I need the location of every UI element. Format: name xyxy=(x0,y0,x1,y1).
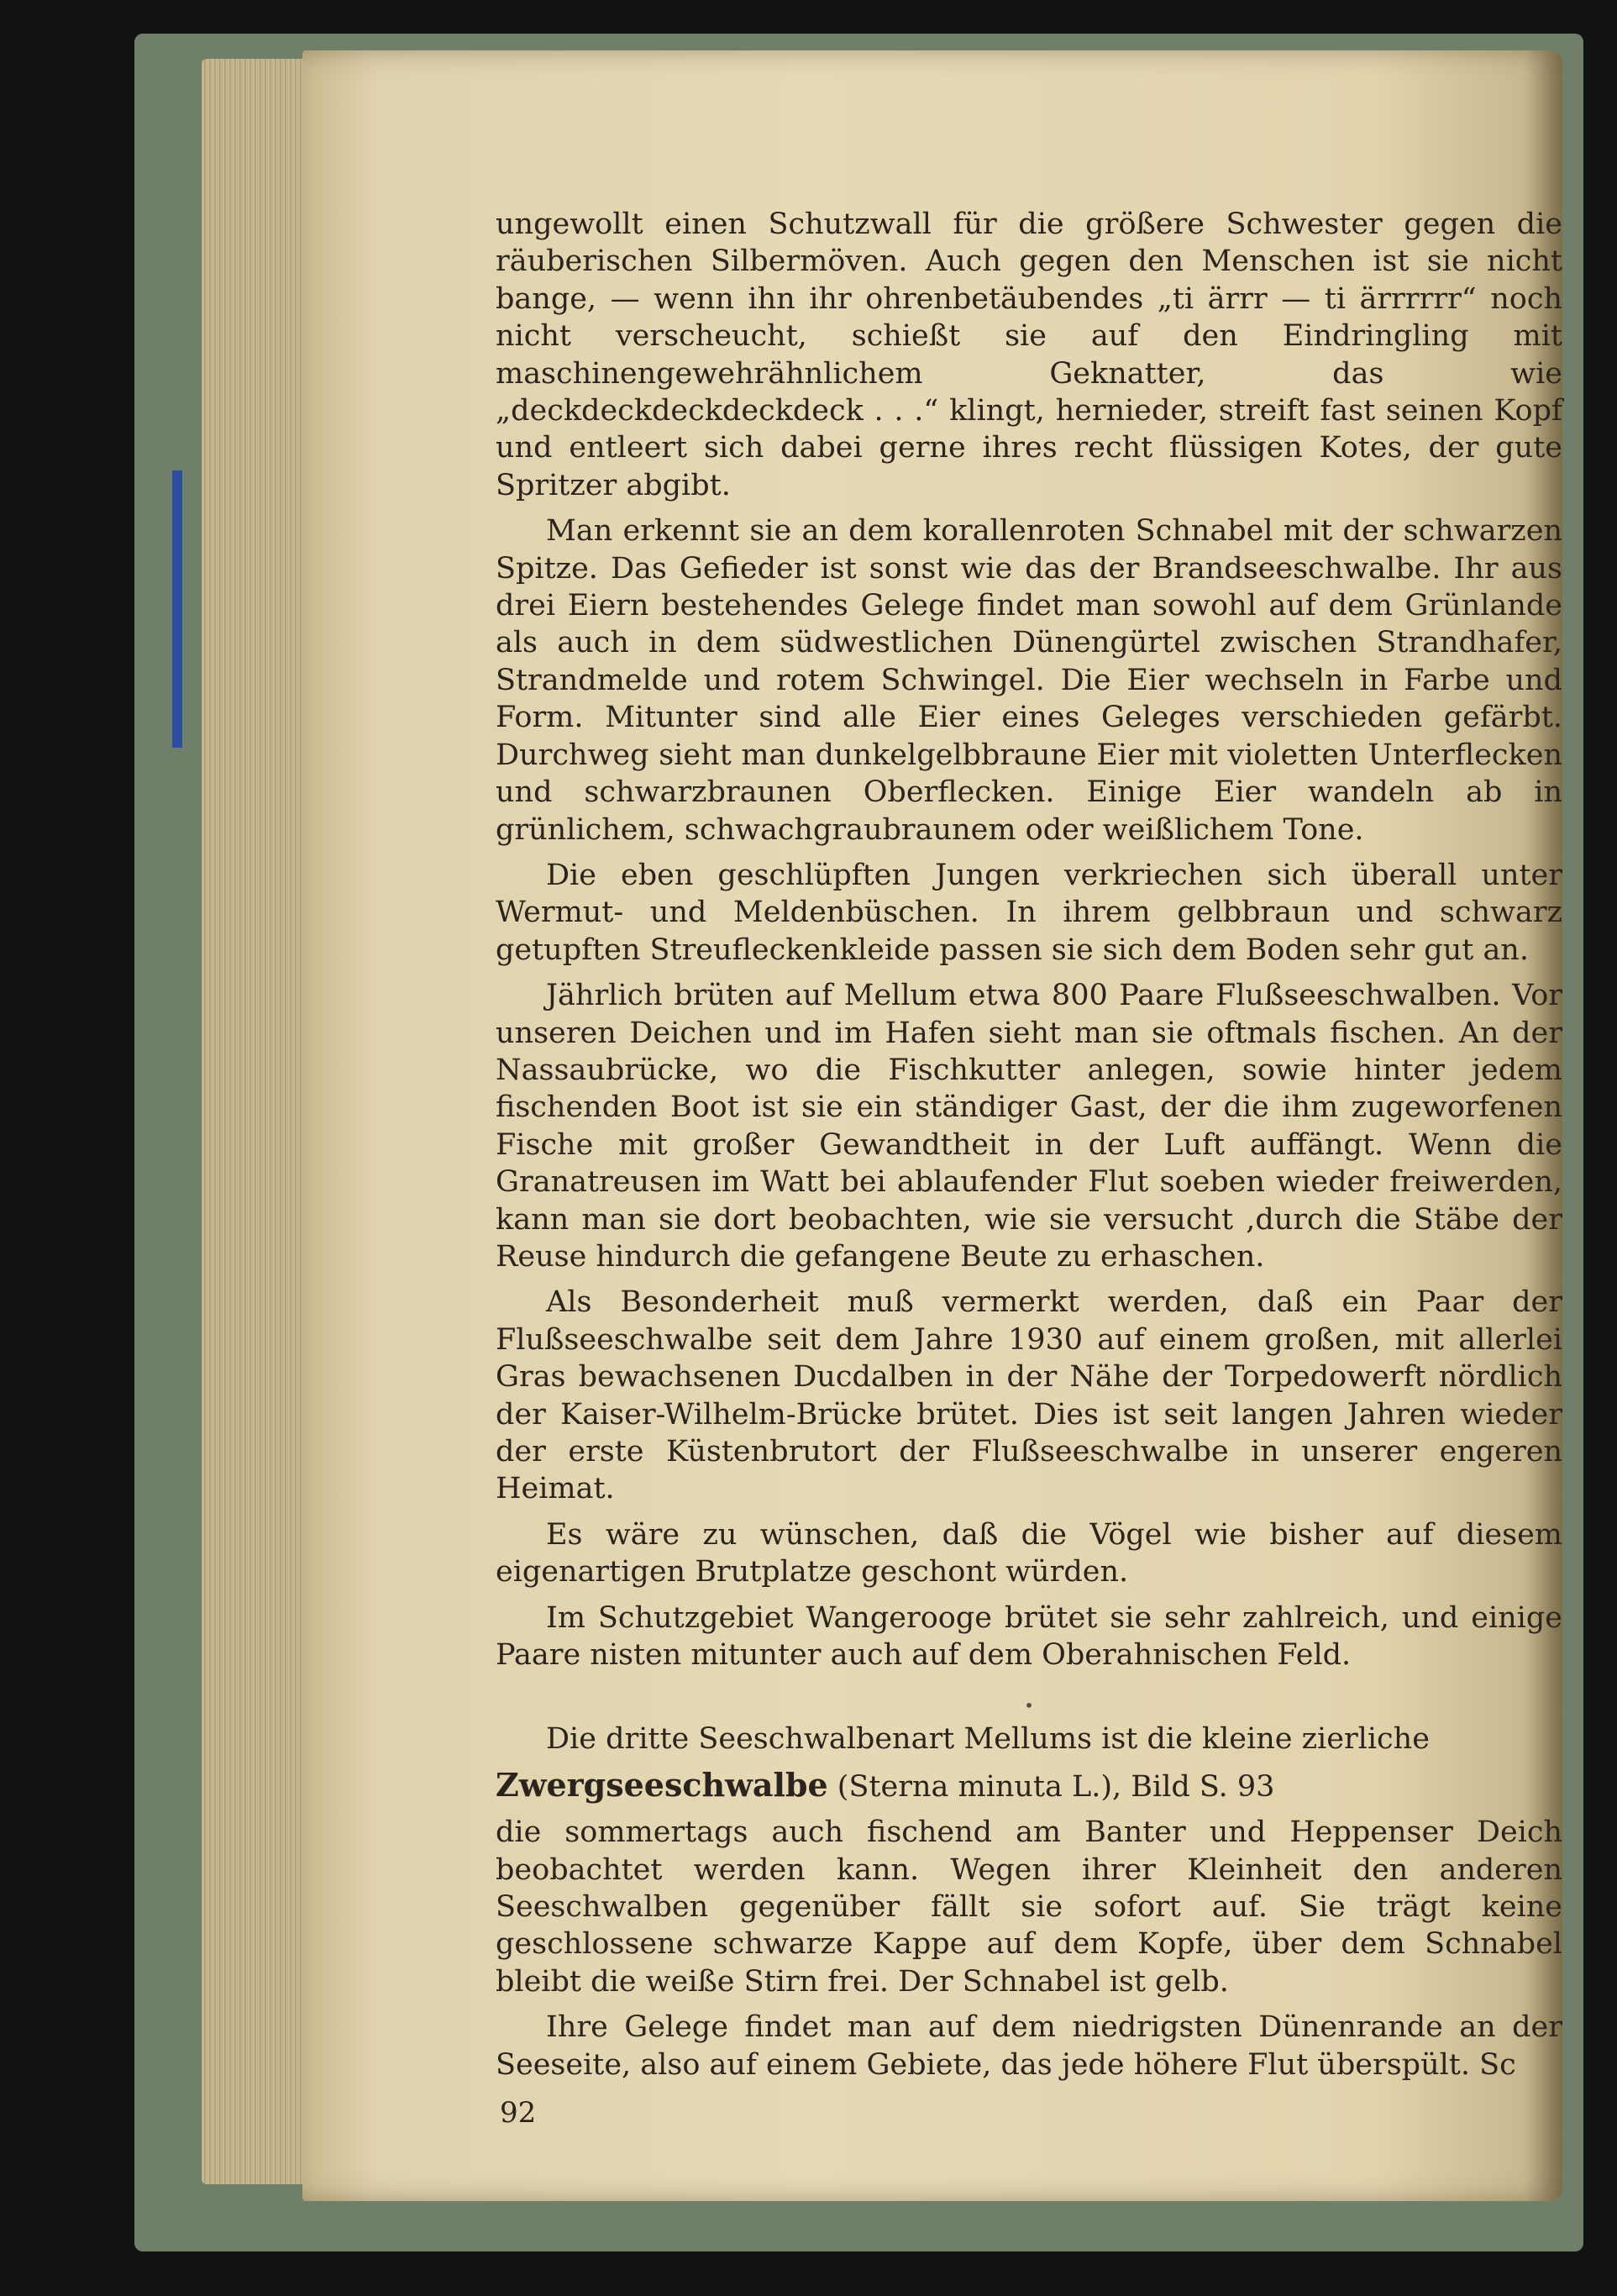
paragraph-1: ungewollt einen Schutzwall für die größere Schwester gegen die räuberischen Silbermöven. Auch gegen den Menschen ist sie nicht bange, — wenn ihn ihr ohrenbetäubendes „ti ärrr — ti ärrrrrr“ noch nicht verscheucht, schießt sie auf den Eindringling mit maschinengewehrähnlichem Geknatter, das wie „deckdeckdeckdeckdeck . . .“ klingt, hernieder, streift fast seinen Kopf und entleert sich dabei gerne ihres recht flüssigen Kotes, der gute Spritzer abgibt. xyxy=(496,208,1562,502)
section-paragraph-1: die sommertags auch fischend am Banter und Heppenser Deich beobachtet werden kann. Wegen ihrer Kleinheit den anderen Seeschwalben gegenüber fällt sie sofort auf. Sie trägt keine geschlossene schwarze Kappe auf dem Kopfe, über dem Schnabel bleibt die weiße Stirn frei. Der Schnabel ist gelb. xyxy=(496,1815,1562,1999)
page-number: 92 xyxy=(500,2096,537,2130)
section-intro: Die dritte Seeschwalbenart Mellums ist die kleine zierliche xyxy=(546,1722,1430,1757)
paragraph-3: Die eben geschlüpften Jungen verkriechen sich überall unter Wermut- und Meldenbüschen. In ihrem gelbbraun und schwarz getupften Streufleckenkleide passen sie sich dem Boden sehr gut an. xyxy=(496,858,1562,967)
bookmark-ribbon xyxy=(172,470,182,748)
paragraph-7: Im Schutzgebiet Wangerooge brütet sie sehr zahlreich, und einige Paare nisten mitunter auch auf dem Oberahnischen Feld. xyxy=(496,1600,1562,1673)
section-title: Zwergseeschwalbe xyxy=(496,1765,828,1804)
paragraph-6: Es wäre zu wünschen, daß die Vögel wie bisher auf diesem eigenartigen Brutplatze geschont würden. xyxy=(496,1517,1562,1589)
page-edges xyxy=(202,59,311,2184)
paragraph-4: Jährlich brüten auf Mellum etwa 800 Paare Flußseeschwalben. Vor unseren Deichen und im Hafen sieht man sie oftmals fischen. An der Nassaubrücke, wo die Fischkutter anlegen, sowie hinter jedem fischenden Boot ist sie ein ständiger Gast, der die ihm zugeworfenen Fische mit großer Gewandtheit in der Luft auffängt. Wenn die Granatreusen im Watt bei ablaufender Flut soeben wieder freiwerden, kann man sie dort beobachten, wie sie versucht ,durch die Stäbe der Reuse hindurch die gefangene Beute zu erhaschen. xyxy=(496,979,1562,1274)
paragraph-5: Als Besonderheit muß vermerkt werden, daß ein Paar der Flußseeschwalbe seit dem Jahre 1930 auf einem großen, mit allerlei Gras bewachsenen Ducdalben in der Nähe der Torpedowerft nördlich der Kaiser-Wilhelm-Brücke brütet. Dies ist seit langen Jahren wieder der erste Küstenbrutort der Flußseeschwalbe in unserer engeren Heimat. xyxy=(496,1285,1562,1506)
section-heading xyxy=(496,1767,1562,1805)
page-text xyxy=(496,206,1562,2092)
paragraph-2: Man erkennt sie an dem korallenroten Schnabel mit der schwarzen Spitze. Das Gefieder ist sonst wie das der Brandseeschwalbe. Ihr aus drei Eiern bestehendes Gelege findet man sowohl auf dem Grünlande als auch in dem südwestlichen Dünengürtel zwischen Strandhafer, Strandmelde und rotem Schwingel. Die Eier wechseln in Farbe und Form. Mitunter sind alle Eier eines Geleges verschieden gefärbt. Durchweg sieht man dunkelgelbbraune Eier mit violetten Unterflecken und schwarzbraunen Oberflecken. Einige Eier wandeln ab in grünlichem, schwachgraubraunem oder weißlichem Tone. xyxy=(496,514,1562,847)
figure-reference: Bild S. 93 xyxy=(1131,1769,1275,1804)
section-paragraph-2: Ihre Gelege findet man auf dem niedrigsten Dünenrande an der Seeseite, also auf einem Gebiete, das jede höhere Flut überspült. Sc xyxy=(496,2010,1562,2082)
section-latin-name: (Sterna minuta L.), xyxy=(837,1769,1122,1804)
section-separator: • xyxy=(1024,1695,1034,1716)
